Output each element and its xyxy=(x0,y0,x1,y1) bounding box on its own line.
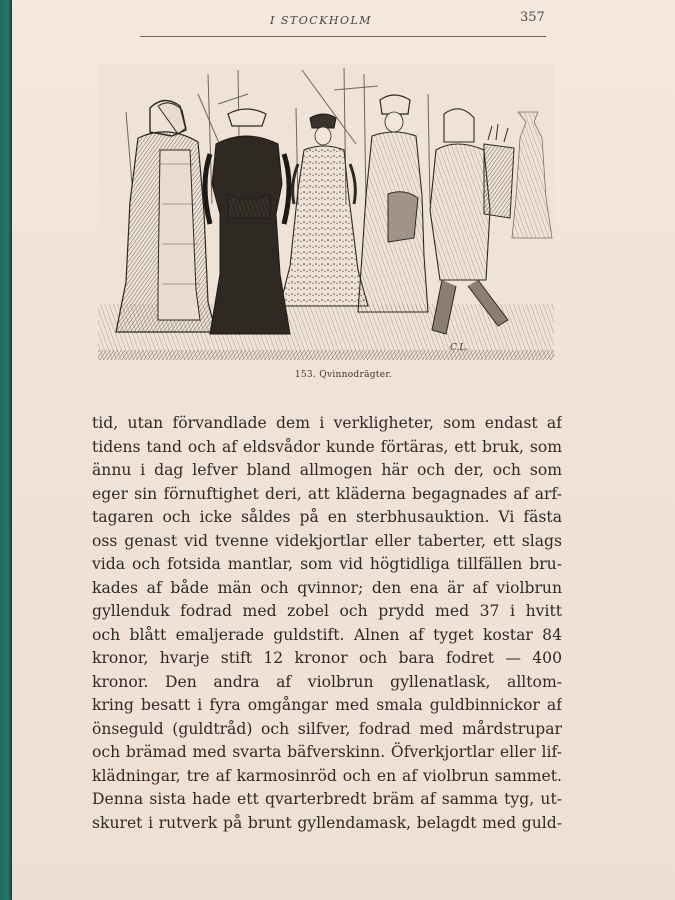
text-line: eger sin förnuftighet deri, att kläderna begagnades af arf- xyxy=(92,484,562,503)
running-head-title: I STOCKHOLM xyxy=(270,14,373,27)
text-line: kronor, hvarje stift 12 kronor och bara fodret — 400 xyxy=(92,649,562,667)
text-line: vida och fotsida mantlar, som vid högtidliga tillfällen bru- xyxy=(92,555,562,573)
text-line: skuret i rutverk på brunt gyllendamask, belagdt med guld- xyxy=(92,813,562,832)
text-line: gyllenduk fodrad med zobel och prydd med 37 i hvitt xyxy=(92,602,562,620)
artist-monogram: C.L. xyxy=(450,343,469,353)
text-line: önseguld (guldtråd) och silfver, fodrad med mårdstrupar xyxy=(92,719,562,738)
running-head xyxy=(12,10,675,32)
text-line: kronor. Den andra af violbrun gyllenatlask, alltom- xyxy=(92,672,562,691)
text-line: och blått emaljerade guldstift. Alnen af tyget kostar 84 xyxy=(92,625,562,644)
text-line: tagaren och icke såldes på en sterbhusauktion. Vi fästa xyxy=(92,508,562,526)
text-line: Denna sista hade ett qvarterbredt bräm af samma tyg, ut- xyxy=(92,790,562,808)
text-line: ännu i dag lefver bland allmogen här och der, och som xyxy=(92,461,562,479)
text-line: tidens tand och af eldsvådor kunde förtäras, ett bruk, som xyxy=(92,437,562,456)
figure-caption: 153. Qvinnodrägter. xyxy=(294,370,393,380)
text-line: och brämad med svarta bäfverskinn. Öfverkjortlar eller lif- xyxy=(92,743,562,761)
book-page xyxy=(12,0,675,900)
header-rule xyxy=(140,36,546,37)
page-number: 357 xyxy=(520,10,545,25)
text-line: tid, utan förvandlade dem i verkligheter, som endast af xyxy=(92,414,562,432)
text-line: oss genast vid tvenne videkjortlar eller taberter, ett slags xyxy=(92,531,562,550)
text-line: kades af både män och qvinnor; den ena är af violbrun xyxy=(92,578,562,597)
text-line: kring besatt i fyra omgångar med smala guldbinnickor af xyxy=(92,696,562,714)
engraving-illustration xyxy=(98,64,554,360)
body-text xyxy=(92,412,562,835)
text-line: klädningar, tre af karmosinröd och en af violbrun sammet. xyxy=(92,766,562,785)
